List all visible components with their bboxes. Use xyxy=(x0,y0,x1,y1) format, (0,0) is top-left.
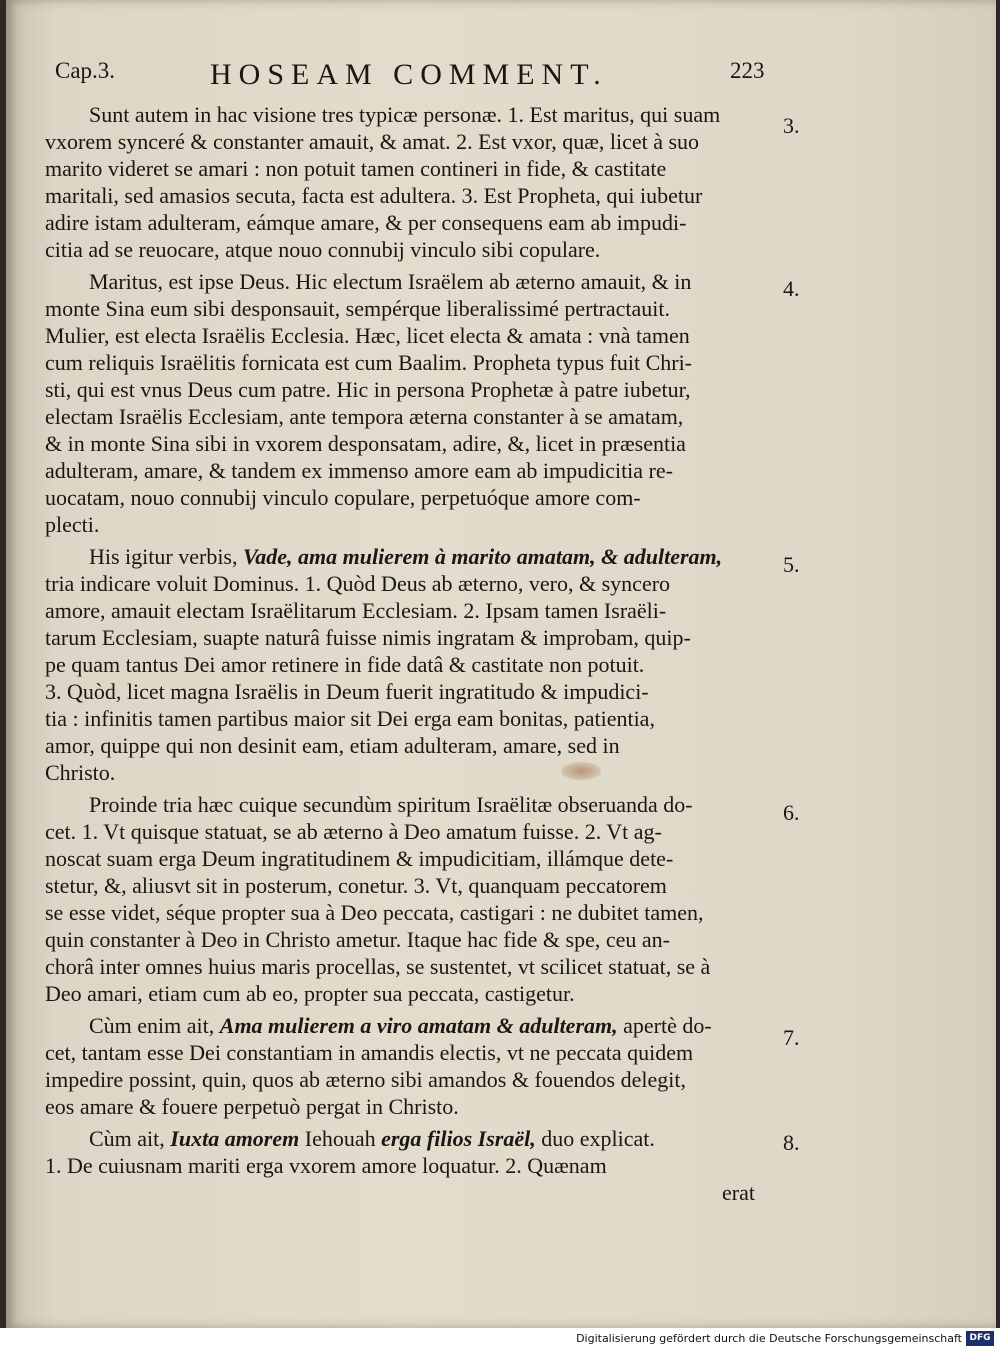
margin-number: 8. xyxy=(783,1130,800,1155)
text-line: & in monte Sina sibi in vxorem desponsatam, adire, &, licet in præsentia xyxy=(45,431,686,456)
text-line: noscat suam erga Deum ingratitudinem & impudicitiam, illámque dete- xyxy=(45,846,674,871)
text-line: 1. De cuiusnam mariti erga vxorem amore loquatur. 2. Quænam xyxy=(45,1153,607,1178)
text-line: stetur, &, aliusvt sit in posterum, conetur. 3. Vt, quanquam peccatorem xyxy=(45,873,667,898)
paragraph-3 xyxy=(45,543,765,786)
scripture-quote: erga filios Israël, xyxy=(381,1126,536,1151)
scripture-quote: Vade, ama mulierem à marito amatam, & adulteram, xyxy=(243,544,723,569)
text-line: adire istam adulteram, eámque amare, & per consequens eam ab impudi- xyxy=(45,210,687,235)
catchword: erat xyxy=(722,1180,755,1205)
chapter-header: Cap.3. xyxy=(55,58,116,83)
text-line: Deo amari, etiam cum ab eo, propter sua peccata, castigetur. xyxy=(45,981,575,1006)
text-run: Cùm ait, xyxy=(89,1126,171,1151)
text-line: adulteram, amare, & tandem ex immenso amore eam ab impudicitia re- xyxy=(45,458,673,483)
text-line: cum reliquis Israëlitis fornicata est cum Baalim. Propheta typus fuit Chri- xyxy=(45,350,693,375)
text-line: Mulier, est electa Israëlis Ecclesia. Hæc, licet electa & amata : vnà tamen xyxy=(45,323,690,348)
text-line: cet, tantam esse Dei constantiam in amandis electis, vt ne peccata quidem xyxy=(45,1040,694,1065)
text-line: se esse videt, séque propter sua à Deo peccata, castigari : ne dubitet tamen, xyxy=(45,900,704,925)
text-line: tarum Ecclesiam, suapte naturâ fuisse nimis ingratam & improbam, quip- xyxy=(45,625,691,650)
margin-number: 5. xyxy=(783,552,800,577)
margin-number: 7. xyxy=(783,1025,800,1050)
margin-number: 4. xyxy=(783,276,800,301)
text-line: vxorem synceré & constanter amauit, & amat. 2. Est vxor, quæ, licet à suo xyxy=(45,129,700,154)
text-line xyxy=(45,1012,765,1039)
text-line: maritali, sed amasios secuta, facta est adultera. 3. Est Propheta, qui iubetur xyxy=(45,183,703,208)
text-line: electam Israëlis Ecclesiam, ante tempora æterna constanter à se amatam, xyxy=(45,404,684,429)
text-line: quin constanter à Deo in Christo ametur. Itaque hac fide & spe, ceu an- xyxy=(45,927,670,952)
text-line xyxy=(45,1125,765,1152)
dfg-logo: DFG xyxy=(966,1331,994,1346)
text-line: Christo. xyxy=(45,760,116,785)
text-run: Cùm enim ait, xyxy=(89,1013,220,1038)
text-line: citia ad se reuocare, atque nouo connubij vinculo sibi copulare. xyxy=(45,237,601,262)
text-run: His igitur verbis, xyxy=(89,544,243,569)
paragraph-5 xyxy=(45,1012,765,1120)
scripture-quote: Ama mulierem a viro amatam & adulteram, xyxy=(219,1013,618,1038)
paragraph-1 xyxy=(45,101,765,263)
paragraph-2 xyxy=(45,268,765,538)
text-line: uocatam, nouo connubij vinculo copulare, perpetuóque amore com- xyxy=(45,485,641,510)
text-line: plecti. xyxy=(45,512,100,537)
text-run: Iehouah xyxy=(299,1126,382,1151)
text-line: sti, qui est vnus Deus cum patre. Hic in persona Prophetæ à patre iubetur, xyxy=(45,377,691,402)
text-line: tia : infinitis tamen partibus maior sit Dei erga eam bonitas, patientia, xyxy=(45,706,655,731)
paragraph-6 xyxy=(45,1125,765,1206)
text-line: amor, quippe qui non desinit eam, etiam adulteram, amare, sed in xyxy=(45,733,620,758)
funding-credit: Digitalisierung gefördert durch die Deutsche Forschungsgemeinschaft xyxy=(576,1332,962,1345)
text-line: marito videret se amari : non potuit tamen contineri in fide, & castitate xyxy=(45,156,667,181)
text-line: impedire possint, quin, quos ab æterno sibi amandos & fouendos delegit, xyxy=(45,1067,686,1092)
text-run: apertè do- xyxy=(617,1013,712,1038)
scripture-quote: Iuxta amorem xyxy=(170,1126,300,1151)
body-text xyxy=(45,101,765,1211)
text-line xyxy=(45,543,765,570)
text-line: Proinde tria hæc cuique secundùm spiritum Israëlitæ obseruanda do- xyxy=(89,792,693,817)
margin-number: 6. xyxy=(783,800,800,825)
text-line: amore, amauit electam Israëlitarum Ecclesiam. 2. Ipsam tamen Israëli- xyxy=(45,598,667,623)
text-line: tria indicare voluit Dominus. 1. Quòd Deus ab æterno, vero, & syncero xyxy=(45,571,671,596)
paragraph-4 xyxy=(45,791,765,1007)
text-run: duo explicat. xyxy=(535,1126,655,1151)
text-line: chorâ inter omnes huius maris procellas, se sustentet, vt scilicet statuat, se à xyxy=(45,954,711,979)
text-line: pe quam tantus Dei amor retinere in fide datâ & castitate non potuit. xyxy=(45,652,645,677)
margin-number: 3. xyxy=(783,113,800,138)
text-line: Maritus, est ipse Deus. Hic electum Israëlem ab æterno amauit, & in xyxy=(89,269,692,294)
text-line: 3. Quòd, licet magna Israëlis in Deum fuerit ingratitudo & impudici- xyxy=(45,679,649,704)
footer-bar xyxy=(0,1328,1000,1350)
page-number: 223 xyxy=(730,58,765,83)
text-line: cet. 1. Vt quisque statuat, se ab æterno à Deo amatum fuisse. 2. Vt ag- xyxy=(45,819,662,844)
text-line: eos amare & fouere perpetuò pergat in Christo. xyxy=(45,1094,459,1119)
text-line: monte Sina eum sibi desponsauit, sempérque liberalissimé pertractauit. xyxy=(45,296,671,321)
text-line: Sunt autem in hac visione tres typicæ personæ. 1. Est maritus, qui suam xyxy=(89,102,721,127)
running-title: HOSEAM COMMENT. xyxy=(210,58,608,91)
